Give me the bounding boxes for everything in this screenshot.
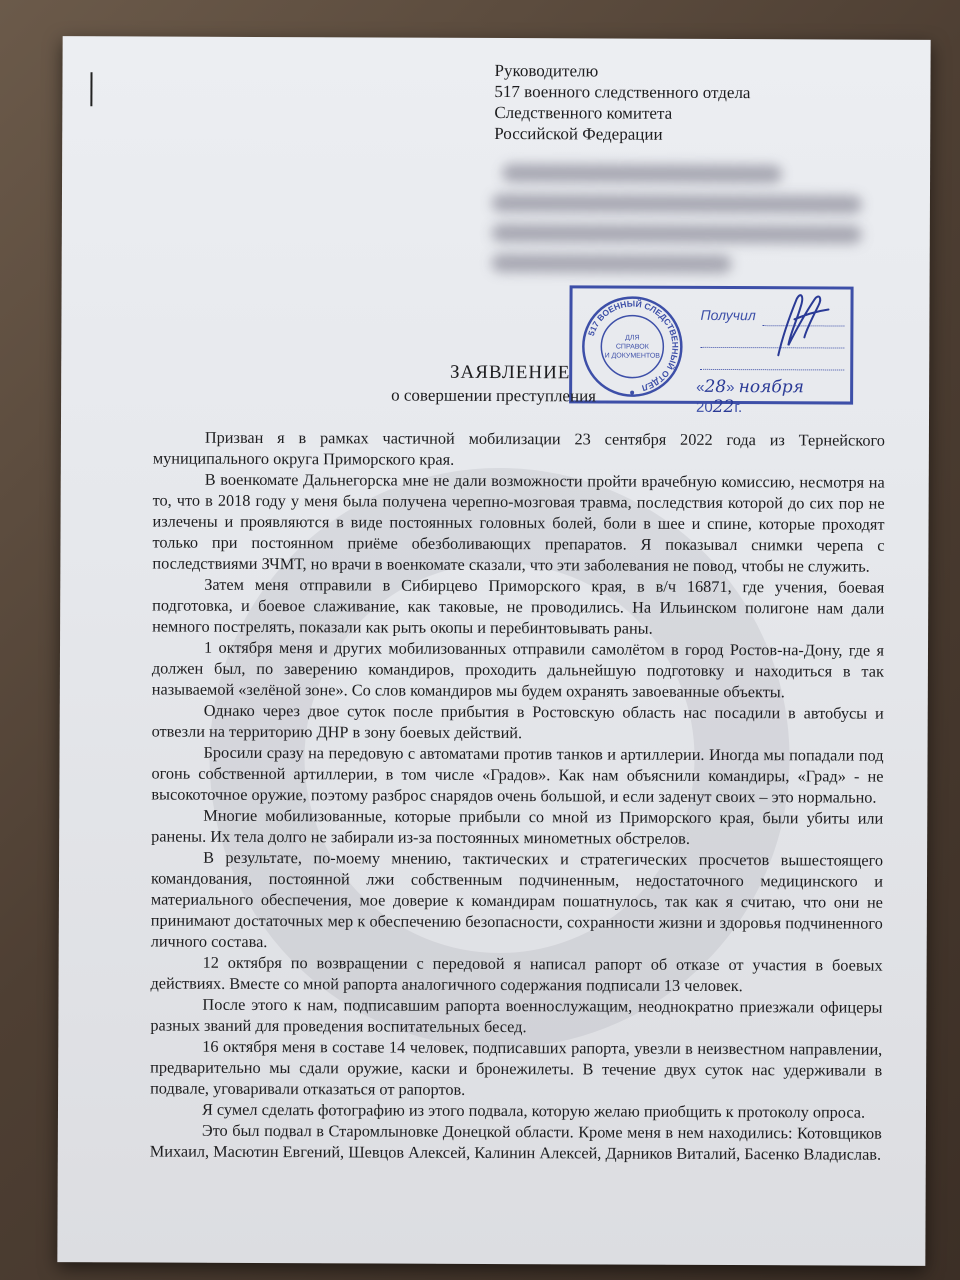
document-page: [57, 36, 930, 1266]
received-label: Получил: [700, 306, 756, 324]
registration-stamp: [569, 285, 854, 418]
statement-paragraph: Затем меня отправили в Сибирцево Приморского края, в в/ч 16871, где учения, боевая подготовка, и боевое слаживание, как таковые, не проводились. На Ильинском полигоне нам дали немного пострелять, показали как рыть окопы и перебинтовывать раны.: [152, 574, 885, 638]
document-subtitle: о совершении преступления: [391, 385, 597, 406]
statement-paragraph: В военкомате Дальнегорска мне не дали возможности пройти врачебную комиссию, несмотря на то, что в 2018 году у меня была получена черепно-мозговая травма, последствия которой до сих пор не излечены и проявляются в виде постоянных головных болей, боли в шее и спине, которые проходят только при постоянном приёме обезболивающих препаратов. Я показывал снимки черепа с последствиями ЗЧМТ, но врачи в военкомате сказали, что эти заболевания не повод, чтобы не служить.: [152, 469, 885, 576]
addressee-line: Руководителю: [494, 60, 599, 81]
addressee-line: 517 военного следственного отдела: [494, 81, 751, 103]
addressee-line: Следственного комитета: [494, 102, 673, 123]
margin-mark: [90, 72, 92, 106]
seal-center-line: СПРАВОК: [615, 343, 649, 351]
statement-paragraph: В результате, по-моему мнению, тактических и стратегических просчетов вышестоящего командования, постоянной лжи собственным подчиненным, недостаточного медицинского и материального обеспечения, мое доверие к командирам пошатнулось, так как я считаю, что они не принимают достаточных мер к обеспечению безопасности, сохранности жизни и здоровья подчиненного личного состава.: [150, 847, 884, 952]
signature: [748, 289, 838, 361]
received-date: «28» ноября 2022г.: [696, 376, 804, 418]
statement-paragraph: 16 октября меня в составе 14 человек, подписавших рапорта, увезли в неизвестном направлении, предварительно мы сдали оружие, каски и бронежилеты. В течение двух суток нас удерживали в подвале, уговаривали отказаться от рапортов.: [150, 1036, 883, 1099]
statement-paragraph: Бросили сразу на передовую с автоматами против танков и артиллерии. Иногда мы попадали под огонь собственной артиллерии, в том числе «Градов». Как нам объяснили командиры, «Град» - не высокоточное оружие, поэтому разброс снарядов очень большой, и если заденут своих – это нормально.: [151, 742, 884, 807]
addressee-line: Российской Федерации: [494, 123, 663, 144]
statement-body: [150, 427, 885, 1165]
statement-paragraph: 12 октября по возвращении с передовой я написал рапорт об отказе от участия в боевых действиях. Вместе со мной рапорта аналогичного содержания подписали 13 человек.: [150, 952, 883, 996]
redacted-sender-block: [482, 156, 883, 288]
seal-center-line: ДЛЯ: [625, 334, 640, 342]
statement-paragraph: После этого к нам, подписавшим рапорта военнослужащим, неоднократно приезжали офицеры разных званий для проведения воспитательных бесед.: [150, 994, 883, 1037]
statement-paragraph: Это был подвал в Старомлыновке Донецкой области. Кроме меня в нем находились: Котовщиков Михаил, Масютин Евгений, Шевцов Алексей, Калинин Алексей, Дарников Виталий, Басенко Владислав.: [149, 1120, 882, 1164]
statement-paragraph: Призван я в рамках частичной мобилизации 23 сентября 2022 года из Тернейского муниципального округа Приморского края.: [152, 427, 885, 469]
seal-center-line: И ДОКУМЕНТОВ: [604, 352, 661, 360]
document-title: ЗАЯВЛЕНИЕ: [449, 361, 571, 384]
statement-paragraph: Я сумел сделать фотографию из этого подвала, которую желаю приобщить к протоколу опроса.: [201, 1099, 866, 1122]
statement-paragraph: 1 октября меня и других мобилизованных отправили самолётом в город Ростов-на-Дону, где я должен был, по заверению командиров, проходить дальнейшую подготовку и находиться в так называемой «зелёной зоне». Со слов командиров мы будем охранять завоеванные объекты.: [151, 637, 885, 702]
statement-paragraph: Однако через двое суток после прибытия в Ростовскую область нас посадили в автобусы и отвезли на территорию ДНР в зону боевых действий.: [151, 700, 884, 743]
seal-ring-text: 517 ВОЕННЫЙ СЛЕДСТВЕННЫЙ ОТДЕЛ: [585, 298, 681, 394]
statement-paragraph: Многие мобилизованные, которые прибыли со мной из Приморского края, были убиты или ранены. Их тела долго не забирали из-за постоянных минометных обстрелов.: [151, 805, 884, 848]
addressee-block: [494, 60, 750, 145]
